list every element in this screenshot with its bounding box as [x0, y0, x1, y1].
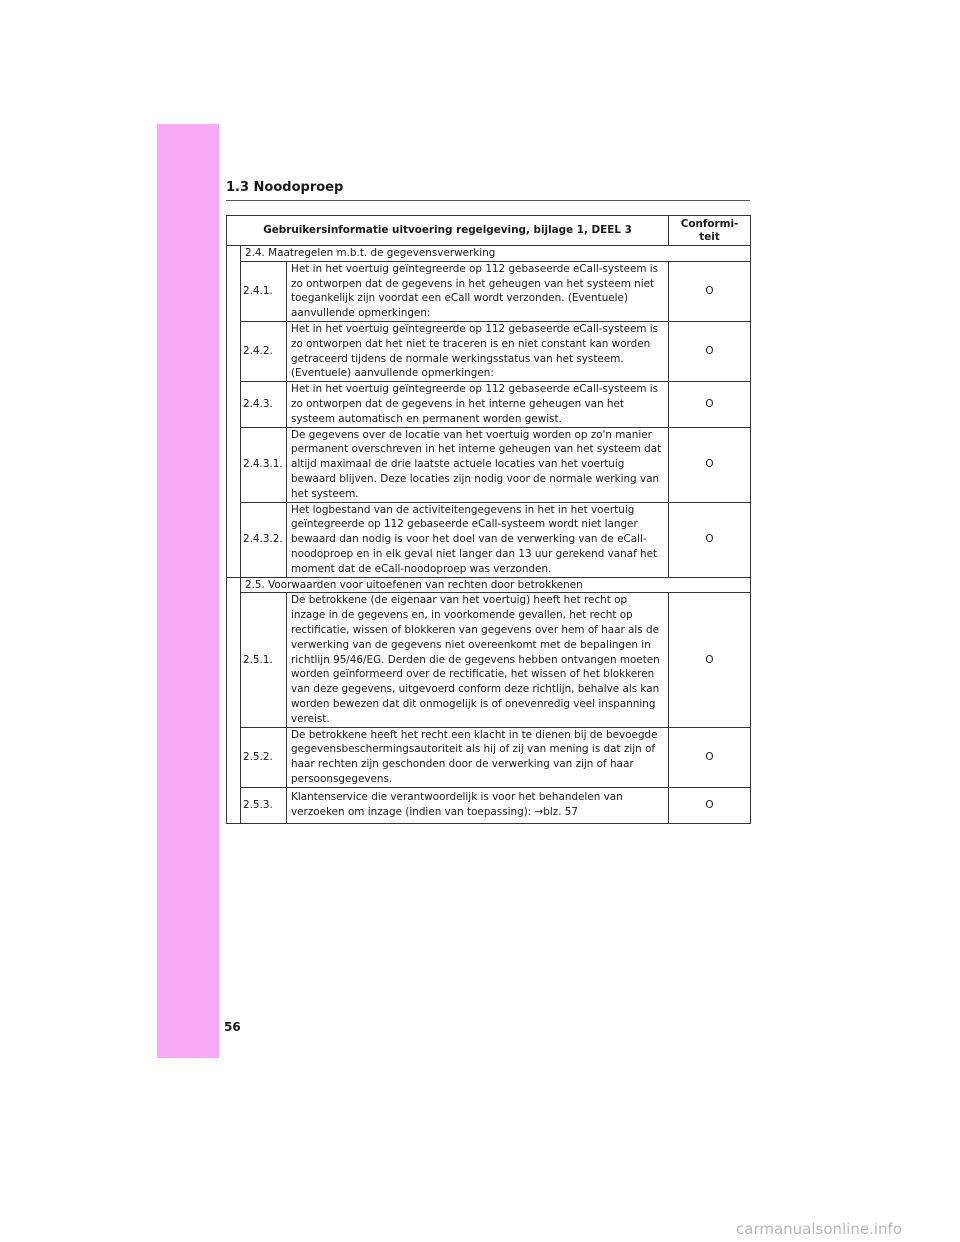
table-row	[227, 727, 751, 787]
row-ref: 2.5.2.	[241, 727, 287, 787]
section-label: 2.4. Maatregelen m.b.t. de gegevensverwerking	[241, 246, 751, 262]
row-conformity: O	[669, 261, 751, 321]
table-row	[227, 787, 751, 823]
table-row	[227, 261, 751, 321]
row-text: De betrokkene (de eigenaar van het voertuig) heeft het recht op inzage in de gegevens en, in voorkomende gevallen, het recht op rectificatie, wissen of blokkeren van gegevens over hem of haar als de verwerking van de gegevens niet overeenkomt met de bepalingen in richtlijn 95/46/EG. Derden die de gegevens hebben ontvangen moeten worden geïnformeerd over de rectificatie, het wissen of het blokkeren van deze gegevens, uitgevoerd conform deze richtlijn, behalve als kan worden bewezen dat dit onmogelijk is of onevenredig veel inspanning vereist.	[287, 593, 669, 727]
row-ref: 2.4.1.	[241, 261, 287, 321]
section-label: 2.5. Voorwaarden voor uitoefenen van rechten door betrokkenen	[241, 577, 751, 593]
row-text: Het in het voertuig geïntegreerde op 112 gebaseerde eCall-systeem is zo ontworpen dat de gegevens in het geheugen van het systeem niet toegankelijk zijn voordat een eCall wordt verzonden. (Eventuele) aanvullende opmerkingen:	[287, 261, 669, 321]
section-row	[227, 246, 751, 262]
section-title: 1.3 Noodoproep	[226, 180, 344, 195]
table-row	[227, 593, 751, 727]
watermark: carmanualsonline.info	[736, 1220, 902, 1238]
row-ref: 2.4.2.	[241, 321, 287, 381]
table-row	[227, 427, 751, 502]
row-ref: 2.4.3.1.	[241, 427, 287, 502]
row-conformity: O	[669, 787, 751, 823]
section-indent	[227, 246, 241, 578]
header-conformity	[669, 216, 751, 246]
row-ref: 2.5.1.	[241, 593, 287, 727]
row-conformity: O	[669, 427, 751, 502]
row-conformity: O	[669, 321, 751, 381]
row-text: Het in het voertuig geïntegreerde op 112 gebaseerde eCall-systeem is zo ontworpen dat het niet te traceren is en niet constant kan worden getraceerd tijdens de normale werkingsstatus van het systeem. (Eventuele) aanvullende opmerkingen:	[287, 321, 669, 381]
section-indent	[227, 577, 241, 823]
regulation-table	[226, 215, 751, 824]
side-color-strip	[157, 124, 219, 1058]
row-text: De betrokkene heeft het recht een klacht in te dienen bij de bevoegde gegevensbeschermingsautoriteit als hij of zij van mening is dat zijn of haar rechten zijn geschonden door de verwerking van zijn of haar persoonsgegevens.	[287, 727, 669, 787]
row-text: Het logbestand van de activiteitengegevens in het in het voertuig geïntegreerde op 112 gebaseerde eCall-systeem wordt niet langer bewaard dan nodig is voor het doel van de verwerking van de eCall-noodoproep en in elk geval niet langer dan 13 uur gerekend vanaf het moment dat de eCall-noodoproep was verzonden.	[287, 502, 669, 577]
header-main: Gebruikersinformatie uitvoering regelgeving, bijlage 1, DEEL 3	[227, 216, 669, 246]
page-number: 56	[224, 1020, 241, 1034]
row-conformity: O	[669, 502, 751, 577]
row-ref: 2.5.3.	[241, 787, 287, 823]
table-row	[227, 382, 751, 427]
header-conformity-label: Conformi- teit	[680, 217, 739, 243]
row-ref: 2.4.3.2.	[241, 502, 287, 577]
row-conformity: O	[669, 593, 751, 727]
title-divider	[226, 200, 750, 201]
table-row	[227, 502, 751, 577]
table-row	[227, 321, 751, 381]
row-ref: 2.4.3.	[241, 382, 287, 427]
row-text: De gegevens over de locatie van het voertuig worden op zo'n manier permanent overschreven in het interne geheugen van het systeem dat altijd maximaal de drie laatste actuele locaties van het voertuig bewaard blijven. Deze locaties zijn nodig voor de normale werking van het systeem.	[287, 427, 669, 502]
section-row	[227, 577, 751, 593]
row-conformity: O	[669, 382, 751, 427]
row-text: Het in het voertuig geïntegreerde op 112 gebaseerde eCall-systeem is zo ontworpen dat de gegevens in het interne geheugen van het systeem automatisch en permanent worden gewist.	[287, 382, 669, 427]
table-header-row	[227, 216, 751, 246]
row-text: Klantenservice die verantwoordelijk is voor het behandelen van verzoeken om inzage (indien van toepassing): →blz. 57	[287, 787, 669, 823]
row-conformity: O	[669, 727, 751, 787]
